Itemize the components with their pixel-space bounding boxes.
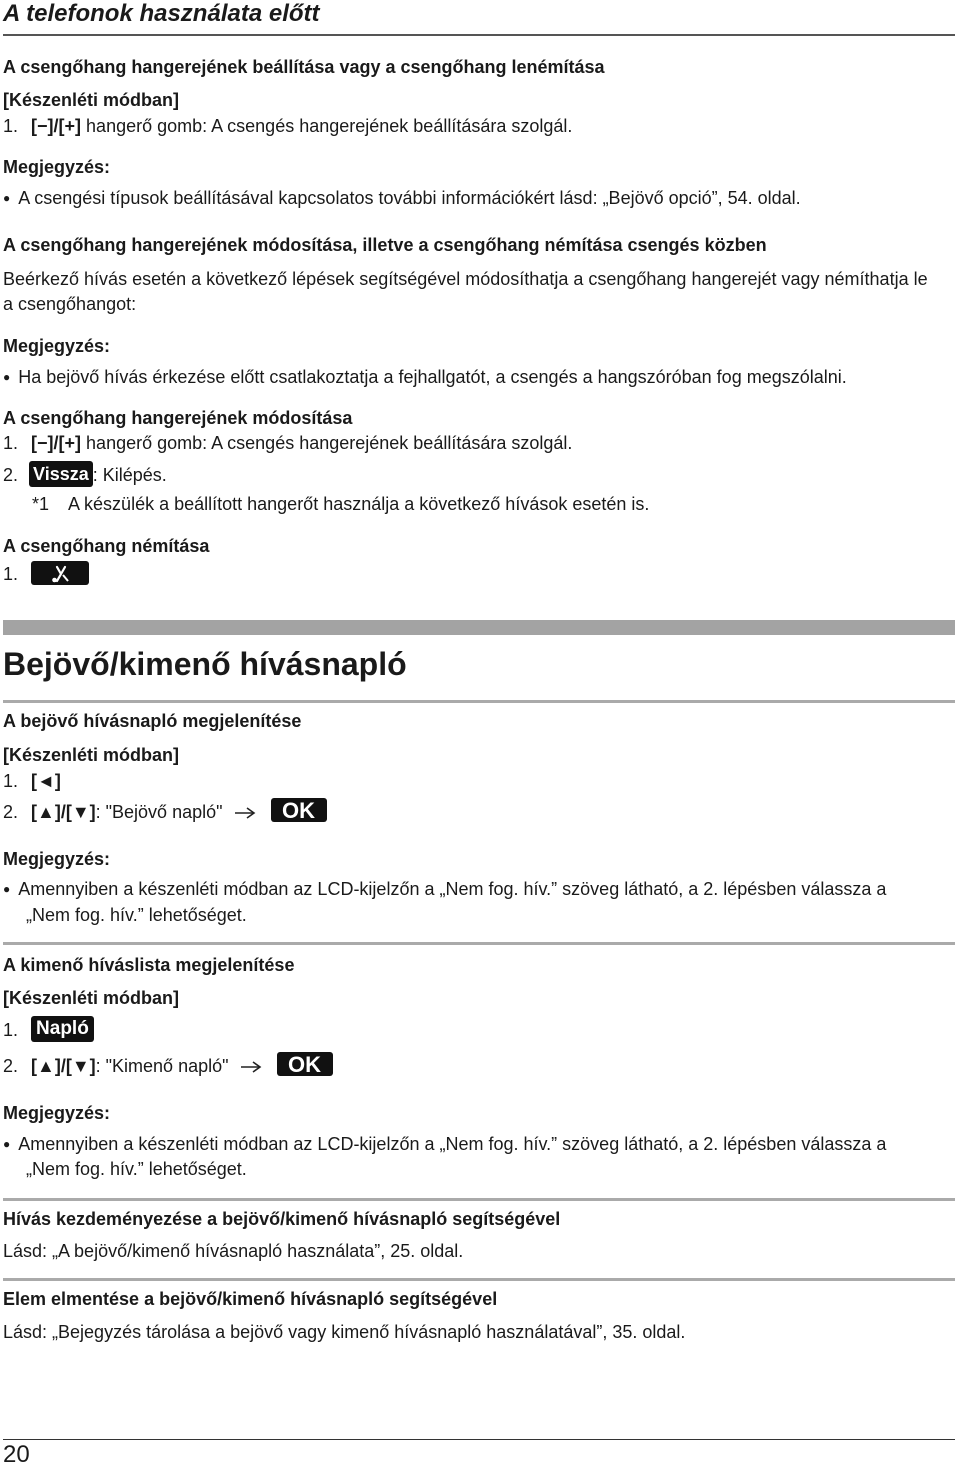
subsection-heading: A kimenő híváslista megjelenítése xyxy=(3,955,295,975)
subsection-heading: A csengőhang némítása xyxy=(3,536,210,556)
note-text: A csengési típusok beállításával kapcsolatos további információkért lásd: „Bejövő opció”, 54. oldal. xyxy=(18,188,801,208)
bullet-icon: ● xyxy=(3,882,11,896)
volume-keys: [−]/[+] xyxy=(31,433,82,453)
subsection-heading: Elem elmentése a bejövő/kimenő hívásnapló segítségével xyxy=(3,1289,498,1309)
heading-rule xyxy=(3,942,955,945)
paragraph-line: a csengőhangot: xyxy=(3,294,137,314)
note-item xyxy=(3,1134,886,1155)
note-item xyxy=(3,367,847,388)
note-text-cont: „Nem fog. hív.” lehetőséget. xyxy=(26,1159,247,1179)
bullet-icon: ● xyxy=(3,370,11,384)
note-text: Amennyiben a készenléti módban az LCD-kijelzőn a „Nem fog. hív.” szöveg látható, a 2. lépésben válassza a xyxy=(18,879,887,899)
mode-label: [Készenléti módban] xyxy=(3,90,180,110)
heading-rule xyxy=(3,1278,955,1281)
mode-label: [Készenléti módban] xyxy=(3,988,180,1008)
arrow-right-icon xyxy=(234,802,261,822)
note-label: Megjegyzés: xyxy=(3,1103,111,1123)
step-number: 2. xyxy=(3,801,19,822)
heading-rule xyxy=(3,1198,955,1201)
page-number: 20 xyxy=(3,1441,30,1468)
reference-text: Lásd: „Bejegyzés tárolása a bejövő vagy kimenő hívásnapló használatával”, 35. oldal. xyxy=(3,1322,686,1342)
note-text: Ha bejövő hívás érkezése előtt csatlakoztatja a fejhallgatót, a csengés a hangszóróban fog megszólalni. xyxy=(18,367,847,387)
page-header-title: A telefonok használata előtt xyxy=(3,0,320,27)
step-number: 1. xyxy=(3,771,19,791)
subsection-heading: A bejövő hívásnapló megjelenítése xyxy=(3,711,302,731)
subsection-heading: A csengőhang hangerejének módosítása xyxy=(3,408,353,428)
step-text: hangerő gomb: A csengés hangerejének beállítására szolgál. xyxy=(81,433,573,453)
step-text: hangerő gomb: A csengés hangerejének beállítására szolgál. xyxy=(81,116,573,136)
up-down-keys: [▲]/[▼] xyxy=(31,801,96,822)
step-text: : Kilépés. xyxy=(92,464,167,485)
back-softkey: Vissza xyxy=(29,461,93,487)
step-number: 1. xyxy=(3,116,19,136)
footer-rule xyxy=(3,1439,955,1440)
step-number: 1. xyxy=(3,433,19,453)
bullet-icon: ● xyxy=(3,1137,11,1151)
note-label: Megjegyzés: xyxy=(3,849,111,869)
step-number: 1. xyxy=(3,1019,19,1040)
section-heading: A csengőhang hangerejének beállítása vagy a csengőhang lenémítása xyxy=(3,57,605,77)
bullet-icon: ● xyxy=(3,191,11,205)
arrow-right-icon xyxy=(240,1056,267,1076)
footnote-text: A készülék a beállított hangerőt használja a következő hívások esetén is. xyxy=(68,494,650,514)
page-section-title: Bejövő/kimenő hívásnapló xyxy=(3,646,407,682)
paragraph-line: Beérkező hívás esetén a következő lépések segítségével módosíthatja a csengőhang hangerejét vagy némíthatja le xyxy=(3,269,928,289)
header-rule xyxy=(3,34,955,36)
step-number: 2. xyxy=(3,1055,19,1076)
up-down-keys: [▲]/[▼] xyxy=(31,1055,96,1076)
step-number: 2. xyxy=(3,464,19,485)
step-2 xyxy=(3,463,167,489)
step-1 xyxy=(3,116,572,137)
section-divider xyxy=(3,620,955,635)
heading-rule xyxy=(3,700,955,703)
ok-softkey: OK xyxy=(277,1052,333,1076)
subsection-heading: Hívás kezdeményezése a bejövő/kimenő hívásnapló segítségével xyxy=(3,1209,561,1229)
note-item xyxy=(3,879,886,900)
step-number: 1. xyxy=(3,563,19,584)
step-1 xyxy=(3,1018,94,1044)
volume-keys: [−]/[+] xyxy=(31,116,82,136)
mute-ringer-icon xyxy=(31,561,89,585)
step-2 xyxy=(3,798,327,825)
footnote xyxy=(32,494,649,515)
note-item xyxy=(3,188,801,209)
ok-softkey: OK xyxy=(271,798,327,822)
mode-label: [Készenléti módban] xyxy=(3,745,180,765)
log-softkey: Napló xyxy=(31,1016,94,1042)
note-text: Amennyiben a készenléti módban az LCD-kijelzőn a „Nem fog. hív.” szöveg látható, a 2. lépésben válassza a xyxy=(18,1134,887,1154)
footnote-mark: *1 xyxy=(32,494,50,514)
step-1 xyxy=(3,433,572,454)
reference-text: Lásd: „A bejövő/kimenő hívásnapló használata”, 25. oldal. xyxy=(3,1241,464,1261)
step-2 xyxy=(3,1052,333,1079)
section-heading: A csengőhang hangerejének módosítása, illetve a csengőhang némítása csengés közben xyxy=(3,235,767,255)
left-nav-key: [◄] xyxy=(31,771,61,791)
step-text: : "Kimenő napló" xyxy=(95,1055,229,1076)
step-1 xyxy=(3,563,89,587)
note-label: Megjegyzés: xyxy=(3,336,111,356)
step-1 xyxy=(3,771,61,792)
step-text: : "Bejövő napló" xyxy=(95,801,223,822)
note-label: Megjegyzés: xyxy=(3,157,111,177)
note-text-cont: „Nem fog. hív.” lehetőséget. xyxy=(26,905,247,925)
